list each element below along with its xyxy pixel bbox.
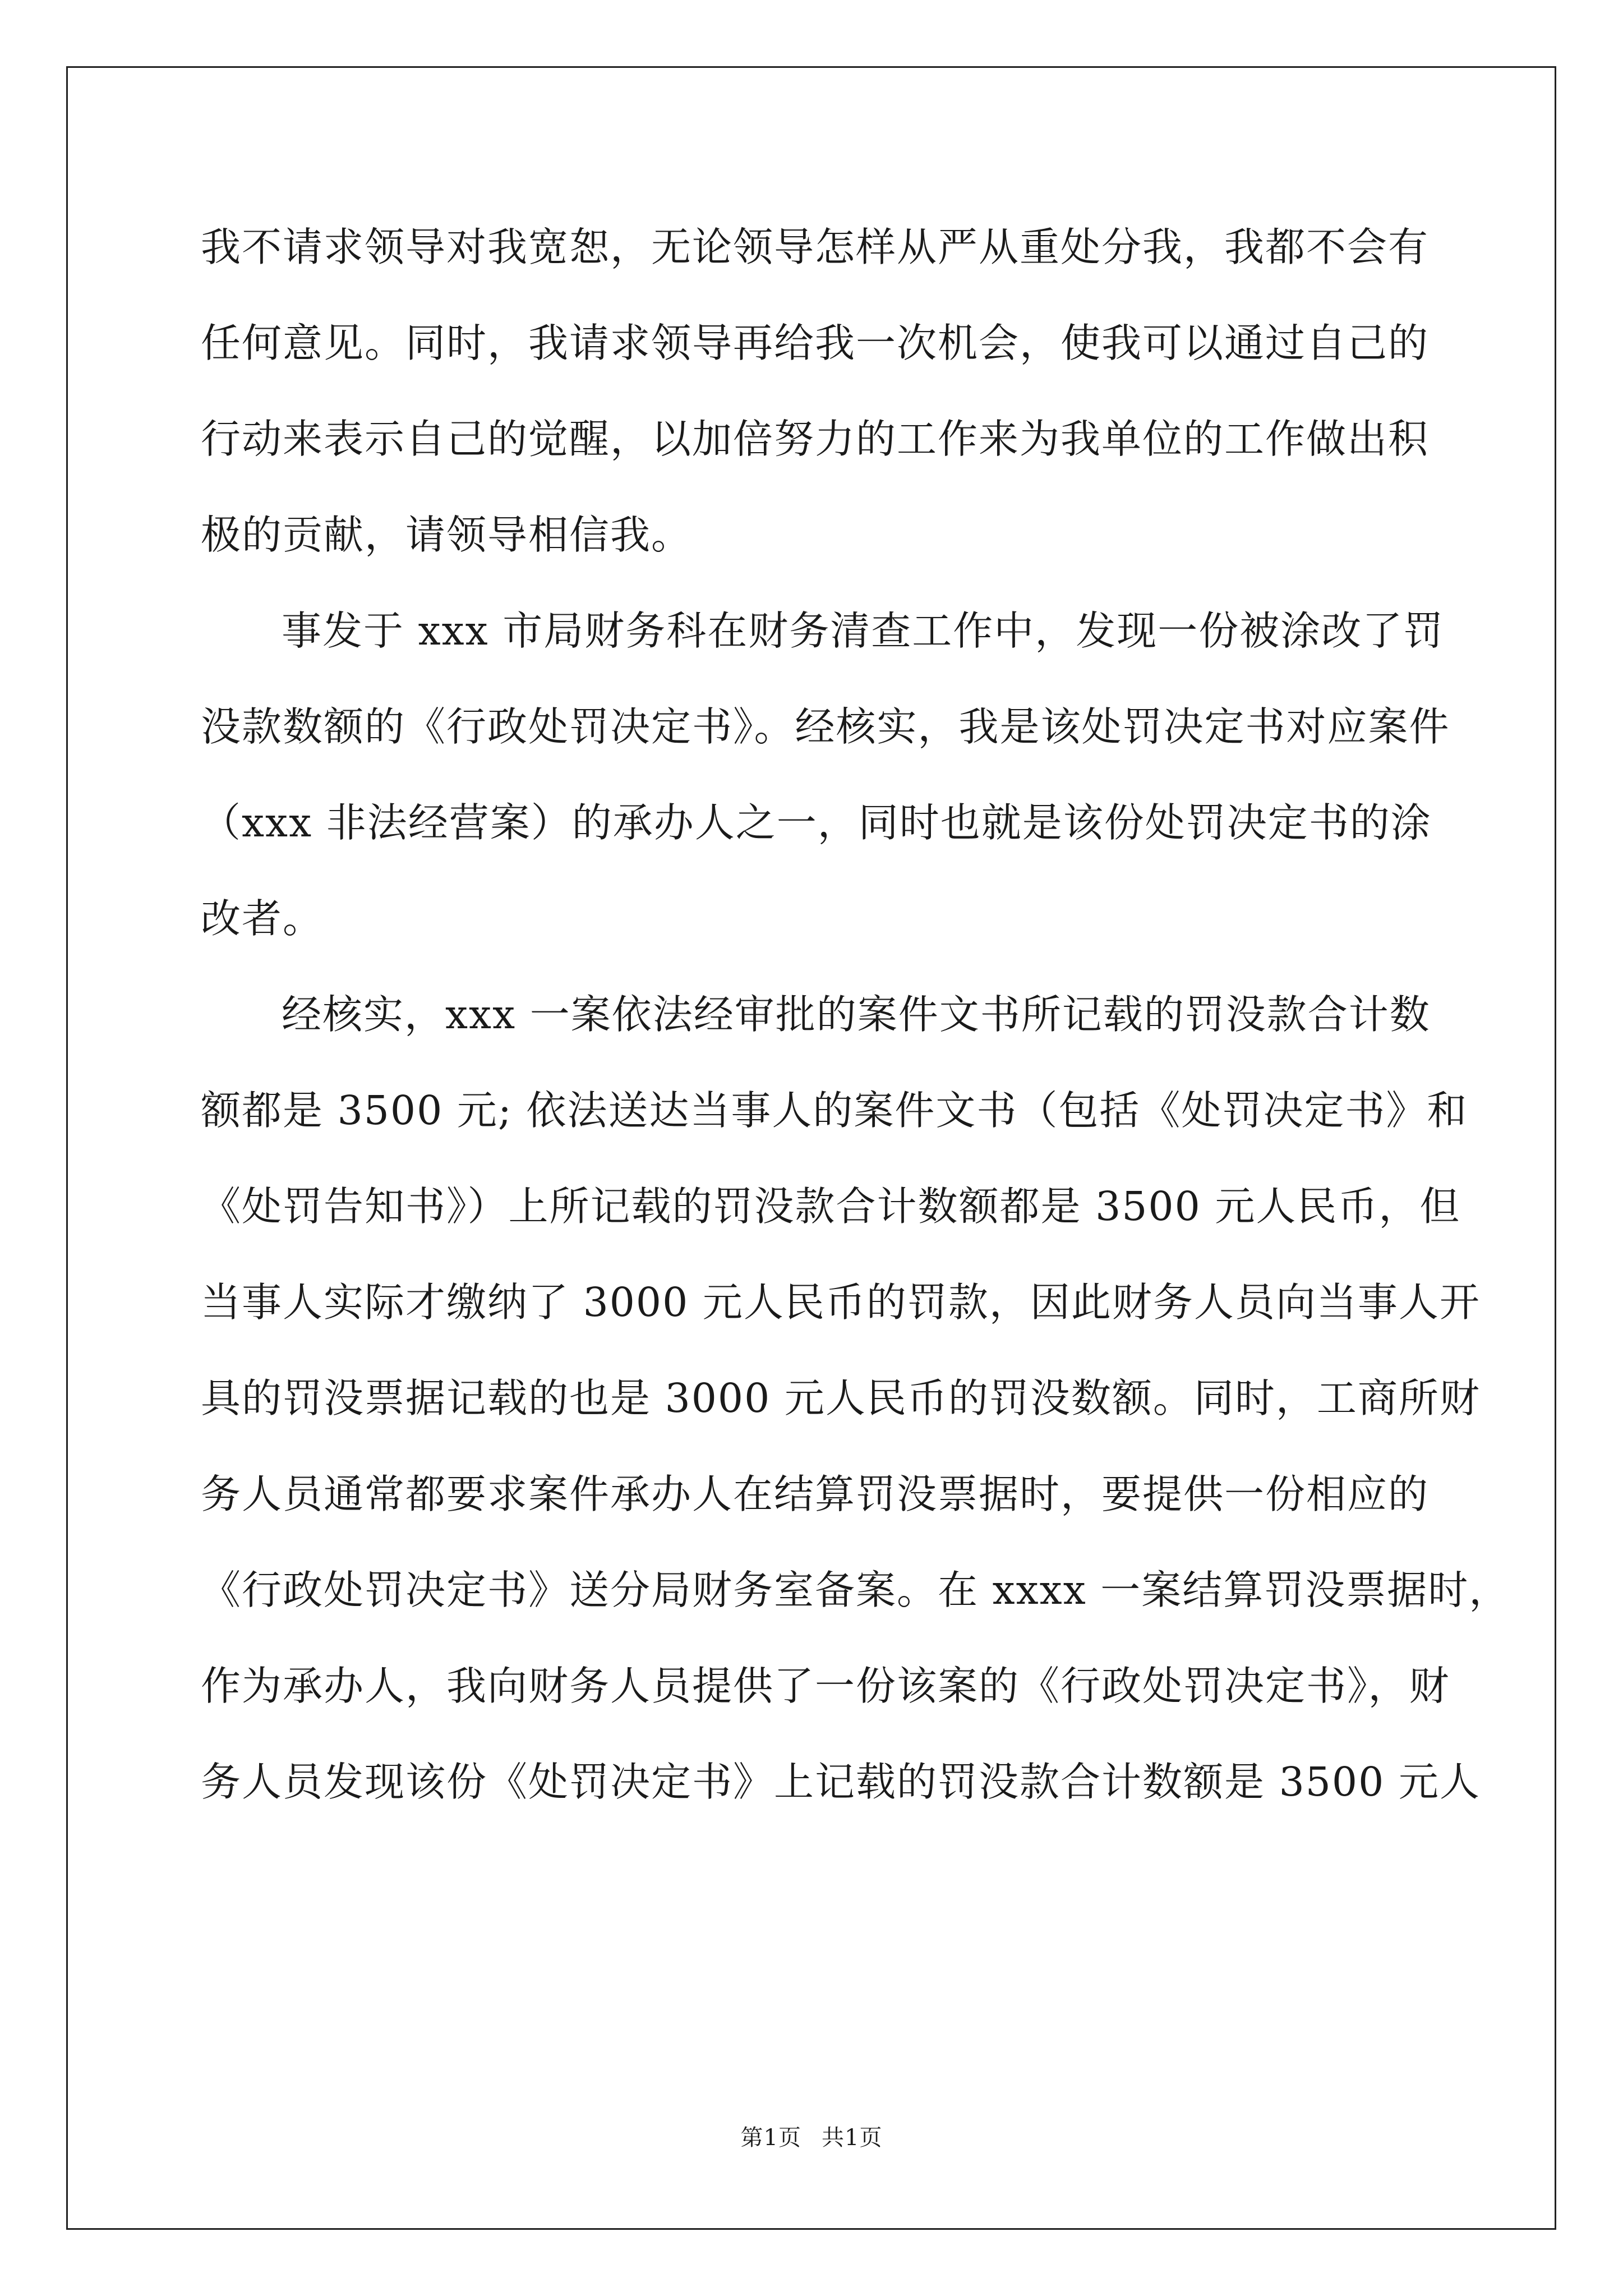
text-line: 务人员通常都要求案件承办人在结算罚没票据时，要提供一份相应的 <box>201 1471 1430 1517</box>
paragraph-3 <box>201 967 1510 1830</box>
text-line: 任何意见。同时，我请求领导再给我一次机会，使我可以通过自己的 <box>201 320 1430 366</box>
text-line: 极的贡献，请领导相信我。 <box>201 512 693 558</box>
text-line: 额都是 3500 元; 依法送达当事人的案件文书（包括《处罚决定书》和 <box>201 1087 1468 1134</box>
text-line: 经核实，xxx 一案依法经审批的案件文书所记载的罚没款合计数 <box>282 991 1431 1038</box>
text-line: 务人员发现该份《处罚决定书》上记载的罚没款合计数额是 3500 元人 <box>201 1759 1481 1805</box>
text-line: 改者。 <box>201 895 324 942</box>
text-line: 作为承办人，我向财务人员提供了一份该案的《行政处罚决定书》，财 <box>201 1663 1450 1709</box>
text-line: 行动来表示自己的觉醒，以加倍努力的工作来为我单位的工作做出积 <box>201 416 1430 462</box>
text-line: 具的罚没票据记载的也是 3000 元人民币的罚没数额。同时，工商所财 <box>201 1375 1481 1421</box>
text-line: 《处罚告知书》）上所记载的罚没款合计数额都是 3500 元人民币，但 <box>201 1183 1461 1230</box>
text-line: 我不请求领导对我宽恕，无论领导怎样从严从重处分我，我都不会有 <box>201 224 1430 270</box>
text-line: 《行政处罚决定书》送分局财务室备案。在 xxxx 一案结算罚没票据时， <box>201 1567 1510 1613</box>
document-body <box>201 199 1510 1830</box>
page-number: 第1页 <box>740 2125 801 2151</box>
text-line: 当事人实际才缴纳了 3000 元人民币的罚款，因此财务人员向当事人开 <box>201 1279 1481 1326</box>
paragraph-2 <box>201 583 1450 967</box>
page-footer <box>0 2124 1623 2152</box>
page-total: 共1页 <box>822 2125 883 2151</box>
text-line: （xxx 非法经营案）的承办人之一，同时也就是该份处罚决定书的涂 <box>201 799 1432 846</box>
text-line: 没款数额的《行政处罚决定书》。经核实，我是该处罚决定书对应案件 <box>201 703 1450 750</box>
text-line: 事发于 xxx 市局财务科在财务清查工作中，发现一份被涂改了罚 <box>282 608 1445 654</box>
paragraph-1 <box>201 199 1430 583</box>
